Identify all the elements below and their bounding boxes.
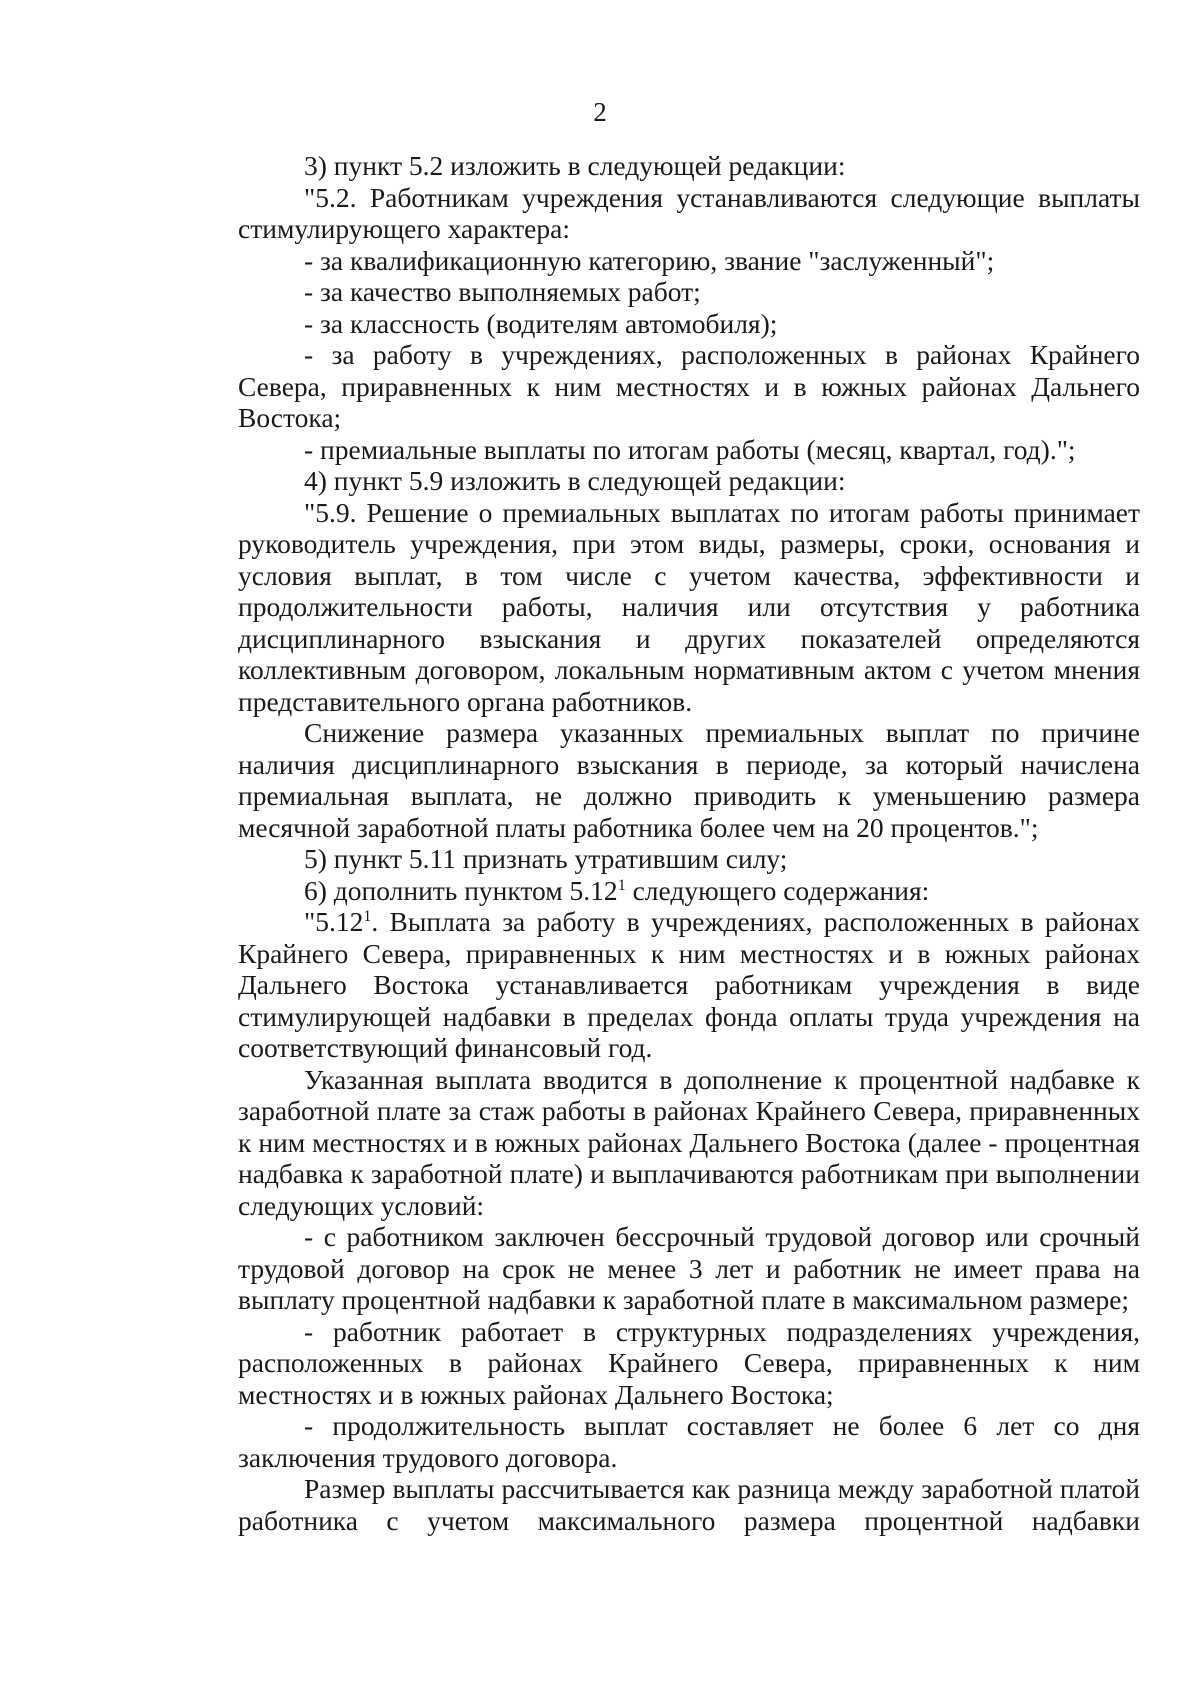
paragraph: 3) пункт 5.2 изложить в следующей редакции: [304,150,846,181]
list-item: - с работником заключен бессрочный трудовой договор или срочный трудовой договор на срок не менее 3 лет и работник не имеет права на выплату процентной надбавки к заработной плате в максимальном размере; [238,1221,1140,1315]
list-item: - за квалификационную категорию, звание "заслуженный"; [304,244,995,276]
paragraph-text: 6) дополнить пунктом 5.12 [304,874,618,906]
list-item: - за качество выполняемых работ; [304,276,701,307]
paragraph: 4) пункт 5.9 изложить в следующей редакции: [304,465,846,496]
list-item: - за классность (водителям автомобиля); [304,307,778,339]
paragraph [238,875,1140,907]
paragraph [238,906,1140,1064]
paragraph-text: следующего содержания: [625,874,930,906]
paragraph-text: "5.12 [304,906,364,937]
list-item: - премиальные выплаты по итогам работы (месяц, квартал, год)."; [304,433,1076,465]
paragraph: 5) пункт 5.11 признать утратившим силу; [304,843,788,874]
list-item: - продолжительность выплат составляет не более 6 лет со дня заключения трудового договора. [238,1410,1140,1473]
superscript: 1 [363,908,372,925]
paragraph: Размер выплаты рассчитывается как разница между заработной платой работника с учетом максимального размера процентной надбавки [238,1473,1140,1536]
paragraph: "5.2. Работникам учреждения устанавливаются следующие выплаты стимулирующего характера: [238,181,1140,244]
paragraph: Указанная выплата вводится в дополнение к процентной надбавке к заработной плате за стаж работы в районах Крайнего Севера, приравненных к ним местностях и в южных районах Дальнего Востока (далее - процентная надбавка к заработной плате) и выплачиваются работникам при выполнении следующих условий: [238,1063,1140,1221]
superscript: 1 [617,876,626,894]
list-item: - работник работает в структурных подразделениях учреждения, расположенных в районах Крайнего Севера, приравненных к ним местностях и в южных районах Дальнего Востока; [238,1315,1140,1410]
page-number: 2 [593,97,607,127]
document-body [238,150,1140,1536]
paragraph-text: . Выплата за работу в учреждениях, расположенных в районах Крайнего Севера, приравненных к ним местностях и в южных районах Дальнего Востока устанавливается работникам учреждения в виде стимулирующей надбавки в пределах фонда оплаты труда учреждения на соответствующий финансовый год. [238,906,1140,1063]
paragraph: "5.9. Решение о премиальных выплатах по итогам работы принимает руководитель учреждения, при этом виды, размеры, сроки, основания и условия выплат, в том числе с учетом качества, эффективности и продолжительности работы, наличия или отсутствия у работника дисциплинарного взыскания и других показателей определяются коллективным договором, локальным нормативным актом с учетом мнения представительного органа работников. [238,496,1140,717]
paragraph: Снижение размера указанных премиальных выплат по причине наличия дисциплинарного взыскания в периоде, за который начислена премиальная выплата, не должно приводить к уменьшению размера месячной заработной платы работника более чем на 20 процентов."; [238,717,1140,843]
list-item: - за работу в учреждениях, расположенных в районах Крайнего Севера, приравненных к ним местностях и в южных районах Дальнего Востока; [238,339,1140,433]
